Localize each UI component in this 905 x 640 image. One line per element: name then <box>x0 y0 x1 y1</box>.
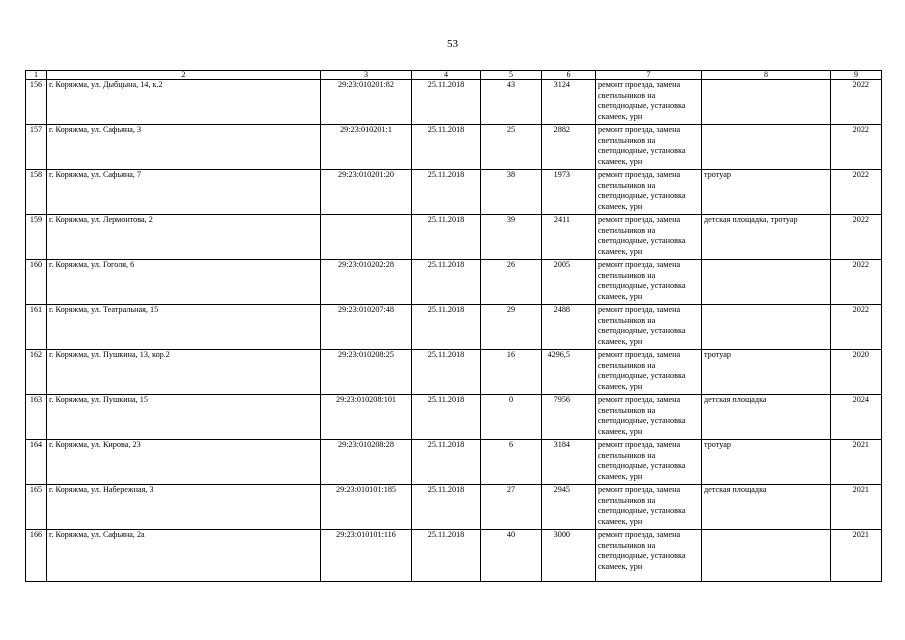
table-row <box>26 260 882 305</box>
column-5-cell: 27 <box>481 485 542 530</box>
year-cell: 2022 <box>831 125 882 170</box>
table-row <box>26 350 882 395</box>
additional-works-cell: детская площадка, тротуар <box>702 215 831 260</box>
works-cell: ремонт проезда, замена светильников на светодиодные, установка скамеек, урн <box>596 170 702 215</box>
address-cell: г. Коряжма, ул. Кирова, 23 <box>47 440 321 485</box>
column-6-cell: 1973 <box>542 170 596 215</box>
works-cell: ремонт проезда, замена светильников на светодиодные, установка скамеек, урн <box>596 485 702 530</box>
date-cell: 25.11.2018 <box>412 305 481 350</box>
column-6-cell: 2411 <box>542 215 596 260</box>
year-cell: 2020 <box>831 350 882 395</box>
table-row <box>26 395 882 440</box>
row-number: 160 <box>26 260 47 305</box>
column-header-4: 4 <box>412 71 481 80</box>
works-cell: ремонт проезда, замена светильников на светодиодные, установка скамеек, урн <box>596 80 702 125</box>
additional-works-cell: детская площадка <box>702 395 831 440</box>
year-cell: 2024 <box>831 395 882 440</box>
column-5-cell: 40 <box>481 530 542 582</box>
address-cell: г. Коряжма, ул. Дыбцына, 14, к.2 <box>47 80 321 125</box>
table-row <box>26 80 882 125</box>
column-5-cell: 29 <box>481 305 542 350</box>
column-header-8: 8 <box>702 71 831 80</box>
date-cell: 25.11.2018 <box>412 80 481 125</box>
row-number: 162 <box>26 350 47 395</box>
additional-works-cell <box>702 80 831 125</box>
cadastral-number-cell: 29:23:010201:1 <box>321 125 412 170</box>
column-6-cell: 2488 <box>542 305 596 350</box>
year-cell: 2021 <box>831 530 882 582</box>
table-row <box>26 530 882 582</box>
column-6-cell: 3184 <box>542 440 596 485</box>
cadastral-number-cell: 29:23:010101:185 <box>321 485 412 530</box>
address-cell: г. Коряжма, ул. Пушкина, 15 <box>47 395 321 440</box>
address-cell: г. Коряжма, ул. Сафьяна, 3 <box>47 125 321 170</box>
additional-works-cell: тротуар <box>702 350 831 395</box>
column-5-cell: 39 <box>481 215 542 260</box>
address-cell: г. Коряжма, ул. Театральная, 15 <box>47 305 321 350</box>
cadastral-number-cell <box>321 215 412 260</box>
column-5-cell: 6 <box>481 440 542 485</box>
cadastral-number-cell: 29:23:010201:82 <box>321 80 412 125</box>
table-row <box>26 125 882 170</box>
cadastral-number-cell: 29:23:010207:48 <box>321 305 412 350</box>
additional-works-cell: тротуар <box>702 170 831 215</box>
year-cell: 2021 <box>831 485 882 530</box>
column-header-1: 1 <box>26 71 47 80</box>
column-6-cell: 4296,5 <box>542 350 596 395</box>
date-cell: 25.11.2018 <box>412 215 481 260</box>
works-cell: ремонт проезда, замена светильников на светодиодные, установка скамеек, урн <box>596 215 702 260</box>
row-number: 165 <box>26 485 47 530</box>
cadastral-number-cell: 29:23:010208:101 <box>321 395 412 440</box>
works-cell: ремонт проезда, замена светильников на светодиодные, установка скамеек, урн <box>596 305 702 350</box>
date-cell: 25.11.2018 <box>412 125 481 170</box>
year-cell: 2022 <box>831 260 882 305</box>
date-cell: 25.11.2018 <box>412 530 481 582</box>
table-row <box>26 215 882 260</box>
column-5-cell: 26 <box>481 260 542 305</box>
cadastral-number-cell: 29:23:010202:28 <box>321 260 412 305</box>
cadastral-number-cell: 29:23:010208:25 <box>321 350 412 395</box>
improvement-table <box>25 70 882 582</box>
works-cell: ремонт проезда, замена светильников на светодиодные, установка скамеек, урн <box>596 350 702 395</box>
additional-works-cell <box>702 530 831 582</box>
column-header-2: 2 <box>47 71 321 80</box>
additional-works-cell <box>702 305 831 350</box>
address-cell: г. Коряжма, ул. Гоголя, 6 <box>47 260 321 305</box>
column-6-cell: 3000 <box>542 530 596 582</box>
cadastral-number-cell: 29:23:010208:28 <box>321 440 412 485</box>
column-6-cell: 2945 <box>542 485 596 530</box>
cadastral-number-cell: 29:23:010201:20 <box>321 170 412 215</box>
row-number: 164 <box>26 440 47 485</box>
table-row <box>26 440 882 485</box>
works-cell: ремонт проезда, замена светильников на светодиодные, установка скамеек, урн <box>596 125 702 170</box>
table-header-row <box>26 71 882 80</box>
date-cell: 25.11.2018 <box>412 395 481 440</box>
column-header-5: 5 <box>481 71 542 80</box>
cadastral-number-cell: 29:23:010101:116 <box>321 530 412 582</box>
row-number: 156 <box>26 80 47 125</box>
column-5-cell: 43 <box>481 80 542 125</box>
address-cell: г. Коряжма, ул. Сафьяна, 2а <box>47 530 321 582</box>
page-number: 53 <box>447 38 458 50</box>
works-cell: ремонт проезда, замена светильников на светодиодные, установка скамеек, урн <box>596 530 702 582</box>
column-6-cell: 2005 <box>542 260 596 305</box>
column-header-3: 3 <box>321 71 412 80</box>
date-cell: 25.11.2018 <box>412 260 481 305</box>
row-number: 166 <box>26 530 47 582</box>
works-cell: ремонт проезда, замена светильников на светодиодные, установка скамеек, урн <box>596 440 702 485</box>
row-number: 161 <box>26 305 47 350</box>
address-cell: г. Коряжма, ул. Пушкина, 13, кор.2 <box>47 350 321 395</box>
address-cell: г. Коряжма, ул. Набережная, 3 <box>47 485 321 530</box>
column-5-cell: 38 <box>481 170 542 215</box>
additional-works-cell: тротуар <box>702 440 831 485</box>
year-cell: 2021 <box>831 440 882 485</box>
column-header-7: 7 <box>596 71 702 80</box>
year-cell: 2022 <box>831 80 882 125</box>
row-number: 157 <box>26 125 47 170</box>
table-row <box>26 485 882 530</box>
date-cell: 25.11.2018 <box>412 350 481 395</box>
table-row <box>26 170 882 215</box>
date-cell: 25.11.2018 <box>412 440 481 485</box>
additional-works-cell <box>702 260 831 305</box>
column-5-cell: 0 <box>481 395 542 440</box>
column-5-cell: 16 <box>481 350 542 395</box>
additional-works-cell <box>702 125 831 170</box>
column-6-cell: 3124 <box>542 80 596 125</box>
column-header-6: 6 <box>542 71 596 80</box>
row-number: 159 <box>26 215 47 260</box>
works-cell: ремонт проезда, замена светильников на светодиодные, установка скамеек, урн <box>596 395 702 440</box>
row-number: 158 <box>26 170 47 215</box>
column-5-cell: 25 <box>481 125 542 170</box>
address-cell: г. Коряжма, ул. Лермонтова, 2 <box>47 215 321 260</box>
works-cell: ремонт проезда, замена светильников на светодиодные, установка скамеек, урн <box>596 260 702 305</box>
row-number: 163 <box>26 395 47 440</box>
table-row <box>26 305 882 350</box>
year-cell: 2022 <box>831 305 882 350</box>
date-cell: 25.11.2018 <box>412 485 481 530</box>
column-header-9: 9 <box>831 71 882 80</box>
year-cell: 2022 <box>831 170 882 215</box>
year-cell: 2022 <box>831 215 882 260</box>
column-6-cell: 7956 <box>542 395 596 440</box>
column-6-cell: 2882 <box>542 125 596 170</box>
date-cell: 25.11.2018 <box>412 170 481 215</box>
table-body <box>26 80 882 582</box>
address-cell: г. Коряжма, ул. Сафьяна, 7 <box>47 170 321 215</box>
additional-works-cell: детская площадка <box>702 485 831 530</box>
